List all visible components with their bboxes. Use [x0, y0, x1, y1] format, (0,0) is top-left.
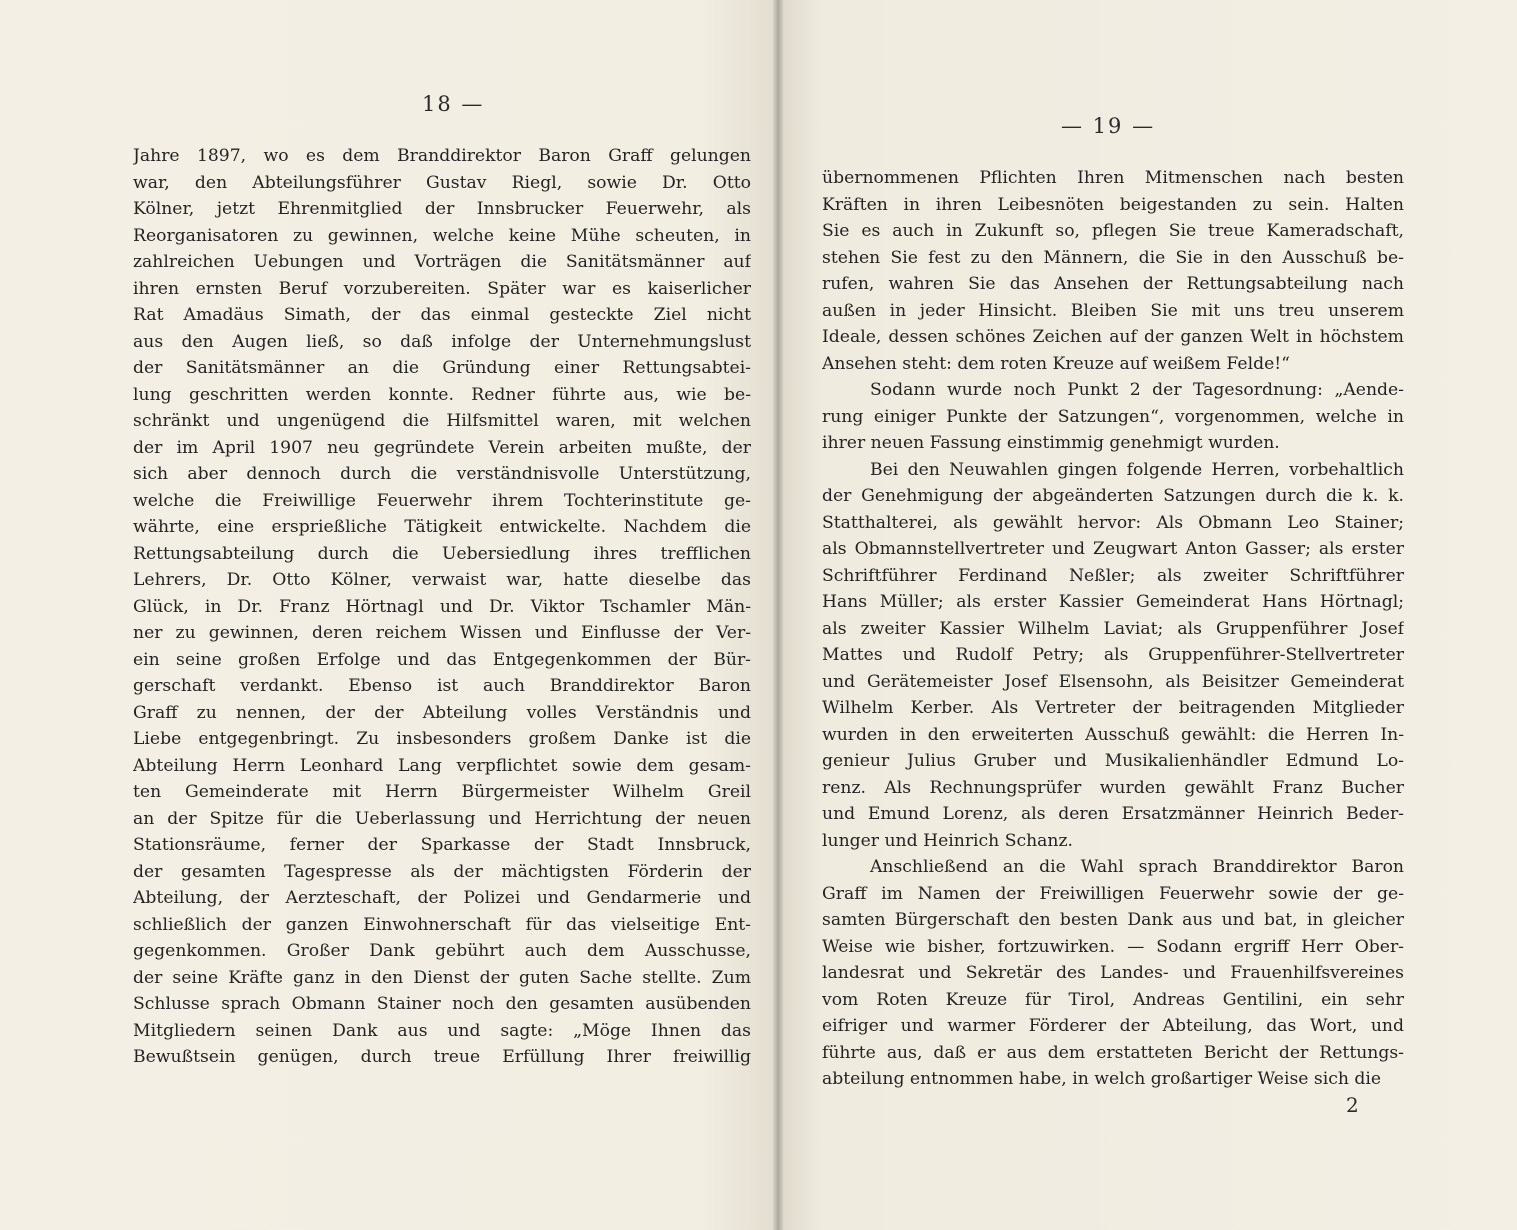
text-line: Wilhelm Kerber. Als Vertreter der beitragenden Mitglieder [822, 698, 1404, 718]
text-line: lung geschritten werden konnte. Redner führte aus, wie be- [133, 384, 751, 405]
text-line: ein seine großen Erfolge und das Entgegenkommen der Bür- [133, 649, 751, 670]
text-line: Liebe entgegenbringt. Zu insbesonders großem Danke ist die [133, 729, 751, 749]
text-line: abteilung entnommen habe, in welch großartiger Weise sich die [822, 1069, 1382, 1089]
text-line: gerschaft verdankt. Ebenso ist auch Branddirektor Baron [133, 676, 751, 696]
text-line: der Sanitätsmänner an die Gründung einer Rettungsabtei- [133, 358, 751, 378]
text-line: Schlusse sprach Obmann Stainer noch den gesamten ausübenden [133, 994, 751, 1014]
text-line: wurden in den erweiterten Ausschuß gewählt: die Herren In- [822, 724, 1404, 745]
text-line: Anschließend an die Wahl sprach Branddirektor Baron [870, 857, 1404, 877]
text-line: als Obmannstellvertreter und Zeugwart Anton Gasser; als erster [822, 539, 1404, 559]
text-line: führte aus, daß er aus dem erstatteten Bericht der Rettungs- [822, 1042, 1404, 1063]
text-line: landesrat und Sekretär des Landes- und Frauenhilfsvereines [822, 963, 1404, 983]
text-line: Stationsräume, ferner der Sparkasse der Stadt Innsbruck, [133, 835, 751, 855]
paragraph [822, 165, 1404, 377]
text-line: Rettungsabteilung durch die Uebersiedlung ihres trefflichen [133, 543, 751, 564]
paragraph [822, 377, 1404, 457]
text-line: Statthalterei, als gewählt hervor: Als Obmann Leo Stainer; [822, 512, 1404, 533]
text-line: Glück, in Dr. Franz Hörtnagl und Dr. Viktor Tschamler Män- [133, 596, 751, 617]
text-line: Weise wie bisher, fortzuwirken. — Sodann ergriff Herr Ober- [822, 936, 1404, 957]
text-line: samten Bürgerschaft den besten Dank aus und bat, in gleicher [822, 910, 1404, 930]
left-page-text [133, 143, 751, 1071]
text-line: an der Spitze für die Ueberlassung und Herrichtung der neuen [133, 808, 751, 829]
text-line: rung einiger Punkte der Satzungen“, vorgenommen, welche in [822, 406, 1404, 427]
text-line: welche die Freiwillige Feuerwehr ihrem Tochterinstitute ge- [133, 490, 751, 511]
text-line: Kräften in ihren Leibesnöten beigestanden zu sein. Halten [822, 194, 1404, 215]
text-line: zahlreichen Uebungen und Vorträgen die Sanitätsmänner auf [133, 252, 751, 272]
text-line: schränkt und ungenügend die Hilfsmittel waren, mit welchen [133, 411, 751, 431]
text-line: Mitgliedern seinen Dank aus und sagte: „Möge Ihnen das [133, 1020, 751, 1041]
text-line: lunger und Heinrich Schanz. [822, 830, 1073, 851]
text-line: Graff zu nennen, der der Abteilung volles Verständnis und [133, 702, 751, 723]
text-line: aus den Augen ließ, so daß infolge der Unternehmungslust [133, 331, 751, 352]
text-line: außen in jeder Hinsicht. Bleiben Sie mit uns treu unserem [822, 300, 1404, 321]
text-line: vom Roten Kreuze für Tirol, Andreas Gentilini, ein sehr [822, 989, 1404, 1010]
text-line: Ideale, dessen schönes Zeichen auf der ganzen Welt in höchstem [822, 327, 1404, 347]
text-line: eifriger und warmer Förderer der Abteilung, das Wort, und [822, 1016, 1404, 1036]
text-line: ner zu gewinnen, deren reichem Wissen und Einflusse der Ver- [133, 623, 751, 643]
text-line: war, den Abteilungsführer Gustav Riegl, sowie Dr. Otto [133, 172, 751, 193]
book-gutter [773, 0, 783, 1230]
paragraph [822, 854, 1404, 1093]
text-line: Bei den Neuwahlen gingen folgende Herren, vorbehaltlich [870, 459, 1404, 480]
text-line: renz. Als Rechnungsprüfer wurden gewählt Franz Bucher [822, 777, 1404, 798]
text-line: Kölner, jetzt Ehrenmitglied der Innsbrucker Feuerwehr, als [133, 199, 751, 219]
text-line: schließlich der ganzen Einwohnerschaft für das vielseitige Ent- [133, 914, 751, 935]
text-line: Bewußtsein genügen, durch treue Erfüllung Ihrer freiwillig [133, 1047, 751, 1067]
sheet-signature-number: 2 [1346, 1093, 1359, 1117]
text-line: als zweiter Kassier Wilhelm Laviat; als Gruppenführer Josef [822, 618, 1404, 639]
text-line: Jahre 1897, wo es dem Branddirektor Baron Graff gelungen [133, 146, 751, 166]
text-line: der im April 1907 neu gegründete Verein arbeiten mußte, der [133, 437, 751, 458]
text-line: übernommenen Pflichten Ihren Mitmenschen nach besten [822, 168, 1404, 188]
text-line: ihrer neuen Fassung einstimmig genehmigt wurden. [822, 433, 1280, 453]
text-line: Rat Amadäus Simath, der das einmal gesteckte Ziel nicht [133, 305, 751, 325]
text-line: stehen Sie fest zu den Männern, die Sie in den Ausschuß be- [822, 247, 1404, 268]
text-line: ten Gemeinderate mit Herrn Bürgermeister Wilhelm Greil [133, 782, 751, 802]
left-page-number: 18 — [422, 92, 485, 116]
text-line: Mattes und Rudolf Petry; als Gruppenführer-Stellvertreter [822, 645, 1404, 665]
text-line: genieur Julius Gruber und Musikalienhändler Edmund Lo- [822, 751, 1404, 771]
text-line: und Gerätemeister Josef Elsensohn, als Beisitzer Gemeinderat [822, 671, 1404, 692]
text-line: gegenkommen. Großer Dank gebührt auch dem Ausschusse, [133, 941, 751, 961]
text-line: Hans Müller; als erster Kassier Gemeinderat Hans Hörtnagl; [822, 592, 1404, 612]
text-line: Schriftführer Ferdinand Neßler; als zweiter Schriftführer [822, 565, 1404, 586]
right-page-text [822, 165, 1404, 1093]
text-line: Abteilung, der Aerzteschaft, der Polizei und Gendarmerie und [133, 888, 751, 908]
text-line: der gesamten Tagespresse als der mächtigsten Förderin der [133, 861, 751, 882]
text-line: ihren ernsten Beruf vorzubereiten. Später war es kaiserlicher [133, 278, 751, 299]
text-line: währte, eine ersprießliche Tätigkeit entwickelte. Nachdem die [133, 517, 751, 537]
text-line: Sie es auch in Zukunft so, pflegen Sie treue Kameradschaft, [822, 221, 1404, 241]
text-line: sich aber dennoch durch die verständnisvolle Unterstützung, [133, 464, 751, 484]
text-line: Sodann wurde noch Punkt 2 der Tagesordnung: „Aende- [870, 380, 1404, 400]
text-line: der seine Kräfte ganz in den Dienst der guten Sache stellte. Zum [133, 967, 751, 988]
text-line: Abteilung Herrn Leonhard Lang verpflichtet sowie dem gesam- [133, 755, 751, 776]
text-line: Lehrers, Dr. Otto Kölner, verwaist war, hatte dieselbe das [133, 570, 751, 590]
text-line: rufen, wahren Sie das Ansehen der Rettungsabteilung nach [822, 274, 1404, 294]
right-page-number: — 19 — [1061, 114, 1156, 138]
text-line: Graff im Namen der Freiwilligen Feuerwehr sowie der ge- [822, 883, 1404, 904]
text-line: und Emund Lorenz, als deren Ersatzmänner Heinrich Beder- [822, 804, 1404, 824]
text-line: Reorganisatoren zu gewinnen, welche keine Mühe scheuten, in [133, 225, 751, 246]
text-line: der Genehmigung der abgeänderten Satzungen durch die k. k. [822, 486, 1404, 506]
text-line: Ansehen steht: dem roten Kreuze auf weißem Felde!“ [822, 353, 1290, 374]
paragraph [822, 457, 1404, 855]
